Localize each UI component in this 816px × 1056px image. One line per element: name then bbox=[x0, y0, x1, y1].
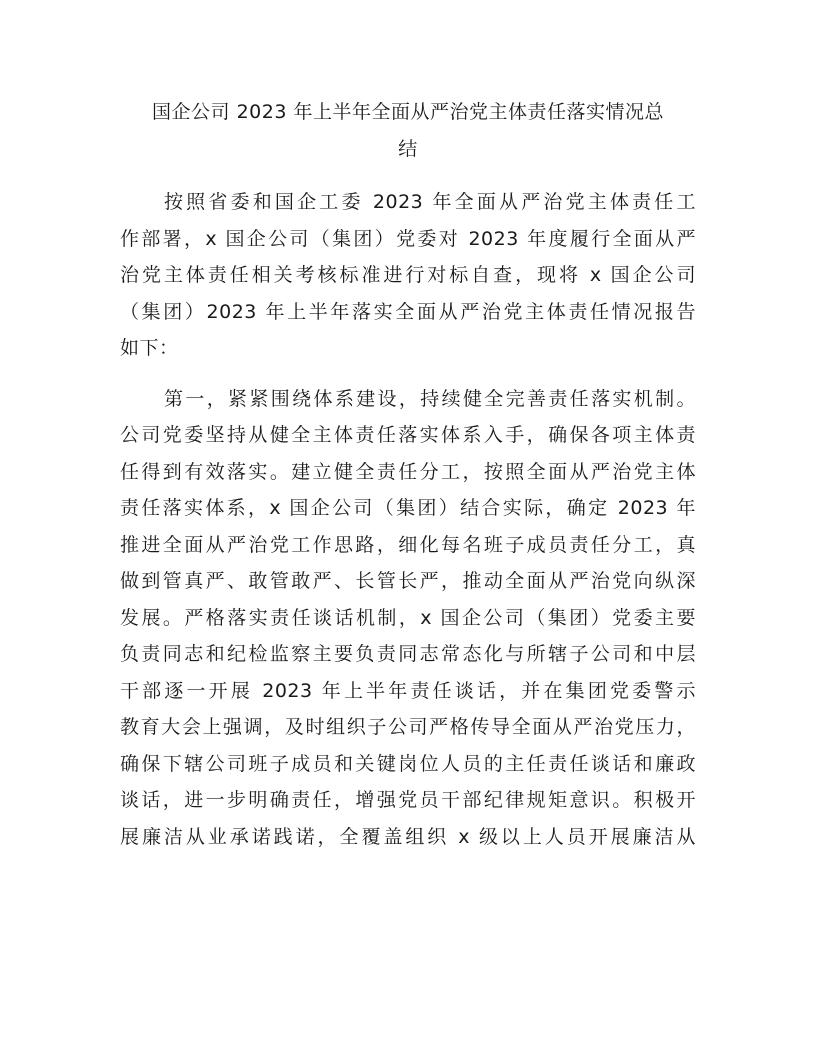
paragraph-line: 公司党委坚持从健全主体责任落实体系入手，确保各项主体责 bbox=[120, 424, 696, 446]
paragraph-line: 确保下辖公司班子成员和关键岗位人员的主任责任谈话和廉政 bbox=[120, 752, 696, 775]
paragraph-line: 作部署，x 国企公司（集团）党委对 2023 年度履行全面从严 bbox=[120, 227, 696, 250]
paragraph-line: 教育大会上强调，及时组织子公司严格传导全面从严治党压力， bbox=[120, 716, 696, 738]
document-body bbox=[120, 184, 696, 855]
paragraph-line: 责任落实体系，x 国企公司（集团）结合实际，确定 2023 年 bbox=[120, 497, 696, 519]
paragraph-line: 谈话，进一步明确责任，增强党员干部纪律规矩意识。积极开 bbox=[120, 789, 696, 811]
paragraph-line: 如下： bbox=[120, 337, 179, 359]
paragraph-line: 负责同志和纪检监察主要负责同志常态化与所辖子公司和中层 bbox=[120, 643, 696, 665]
paragraph-line: 治党主体责任相关考核标准进行对标自查，现将 x 国企公司 bbox=[120, 264, 696, 286]
document-title bbox=[120, 94, 696, 167]
paragraph-line: （集团）2023 年上半年落实全面从严治党主体责任情况报告 bbox=[120, 300, 696, 323]
paragraph-spacer bbox=[120, 367, 696, 381]
paragraph-line: 展廉洁从业承诺践诺，全覆盖组织 x 级以上人员开展廉洁从 bbox=[120, 825, 696, 848]
paragraph-line: 按照省委和国企工委 2023 年全面从严治党主体责任工 bbox=[164, 191, 696, 213]
paragraph-line: 做到管真严、敢管敢严、长管长严，推动全面从严治党向纵深 bbox=[120, 570, 696, 592]
paragraph-line: 第一，紧紧围绕体系建设，持续健全完善责任落实机制。 bbox=[164, 387, 696, 410]
paragraph-line: 任得到有效落实。建立健全责任分工，按照全面从严治党主体 bbox=[120, 460, 696, 483]
paragraph-intro bbox=[120, 184, 696, 367]
title-line-1: 国企公司 2023 年上半年全面从严治党主体责任落实情况总 bbox=[152, 101, 664, 123]
paragraph-line: 推进全面从严治党工作思路，细化每名班子成员责任分工，真 bbox=[120, 533, 696, 556]
paragraph-line: 发展。严格落实责任谈话机制，x 国企公司（集团）党委主要 bbox=[120, 606, 696, 629]
paragraph-first-point bbox=[120, 381, 696, 856]
paragraph-line: 干部逐一开展 2023 年上半年责任谈话，并在集团党委警示 bbox=[120, 679, 696, 702]
title-line-2: 结 bbox=[398, 137, 418, 160]
